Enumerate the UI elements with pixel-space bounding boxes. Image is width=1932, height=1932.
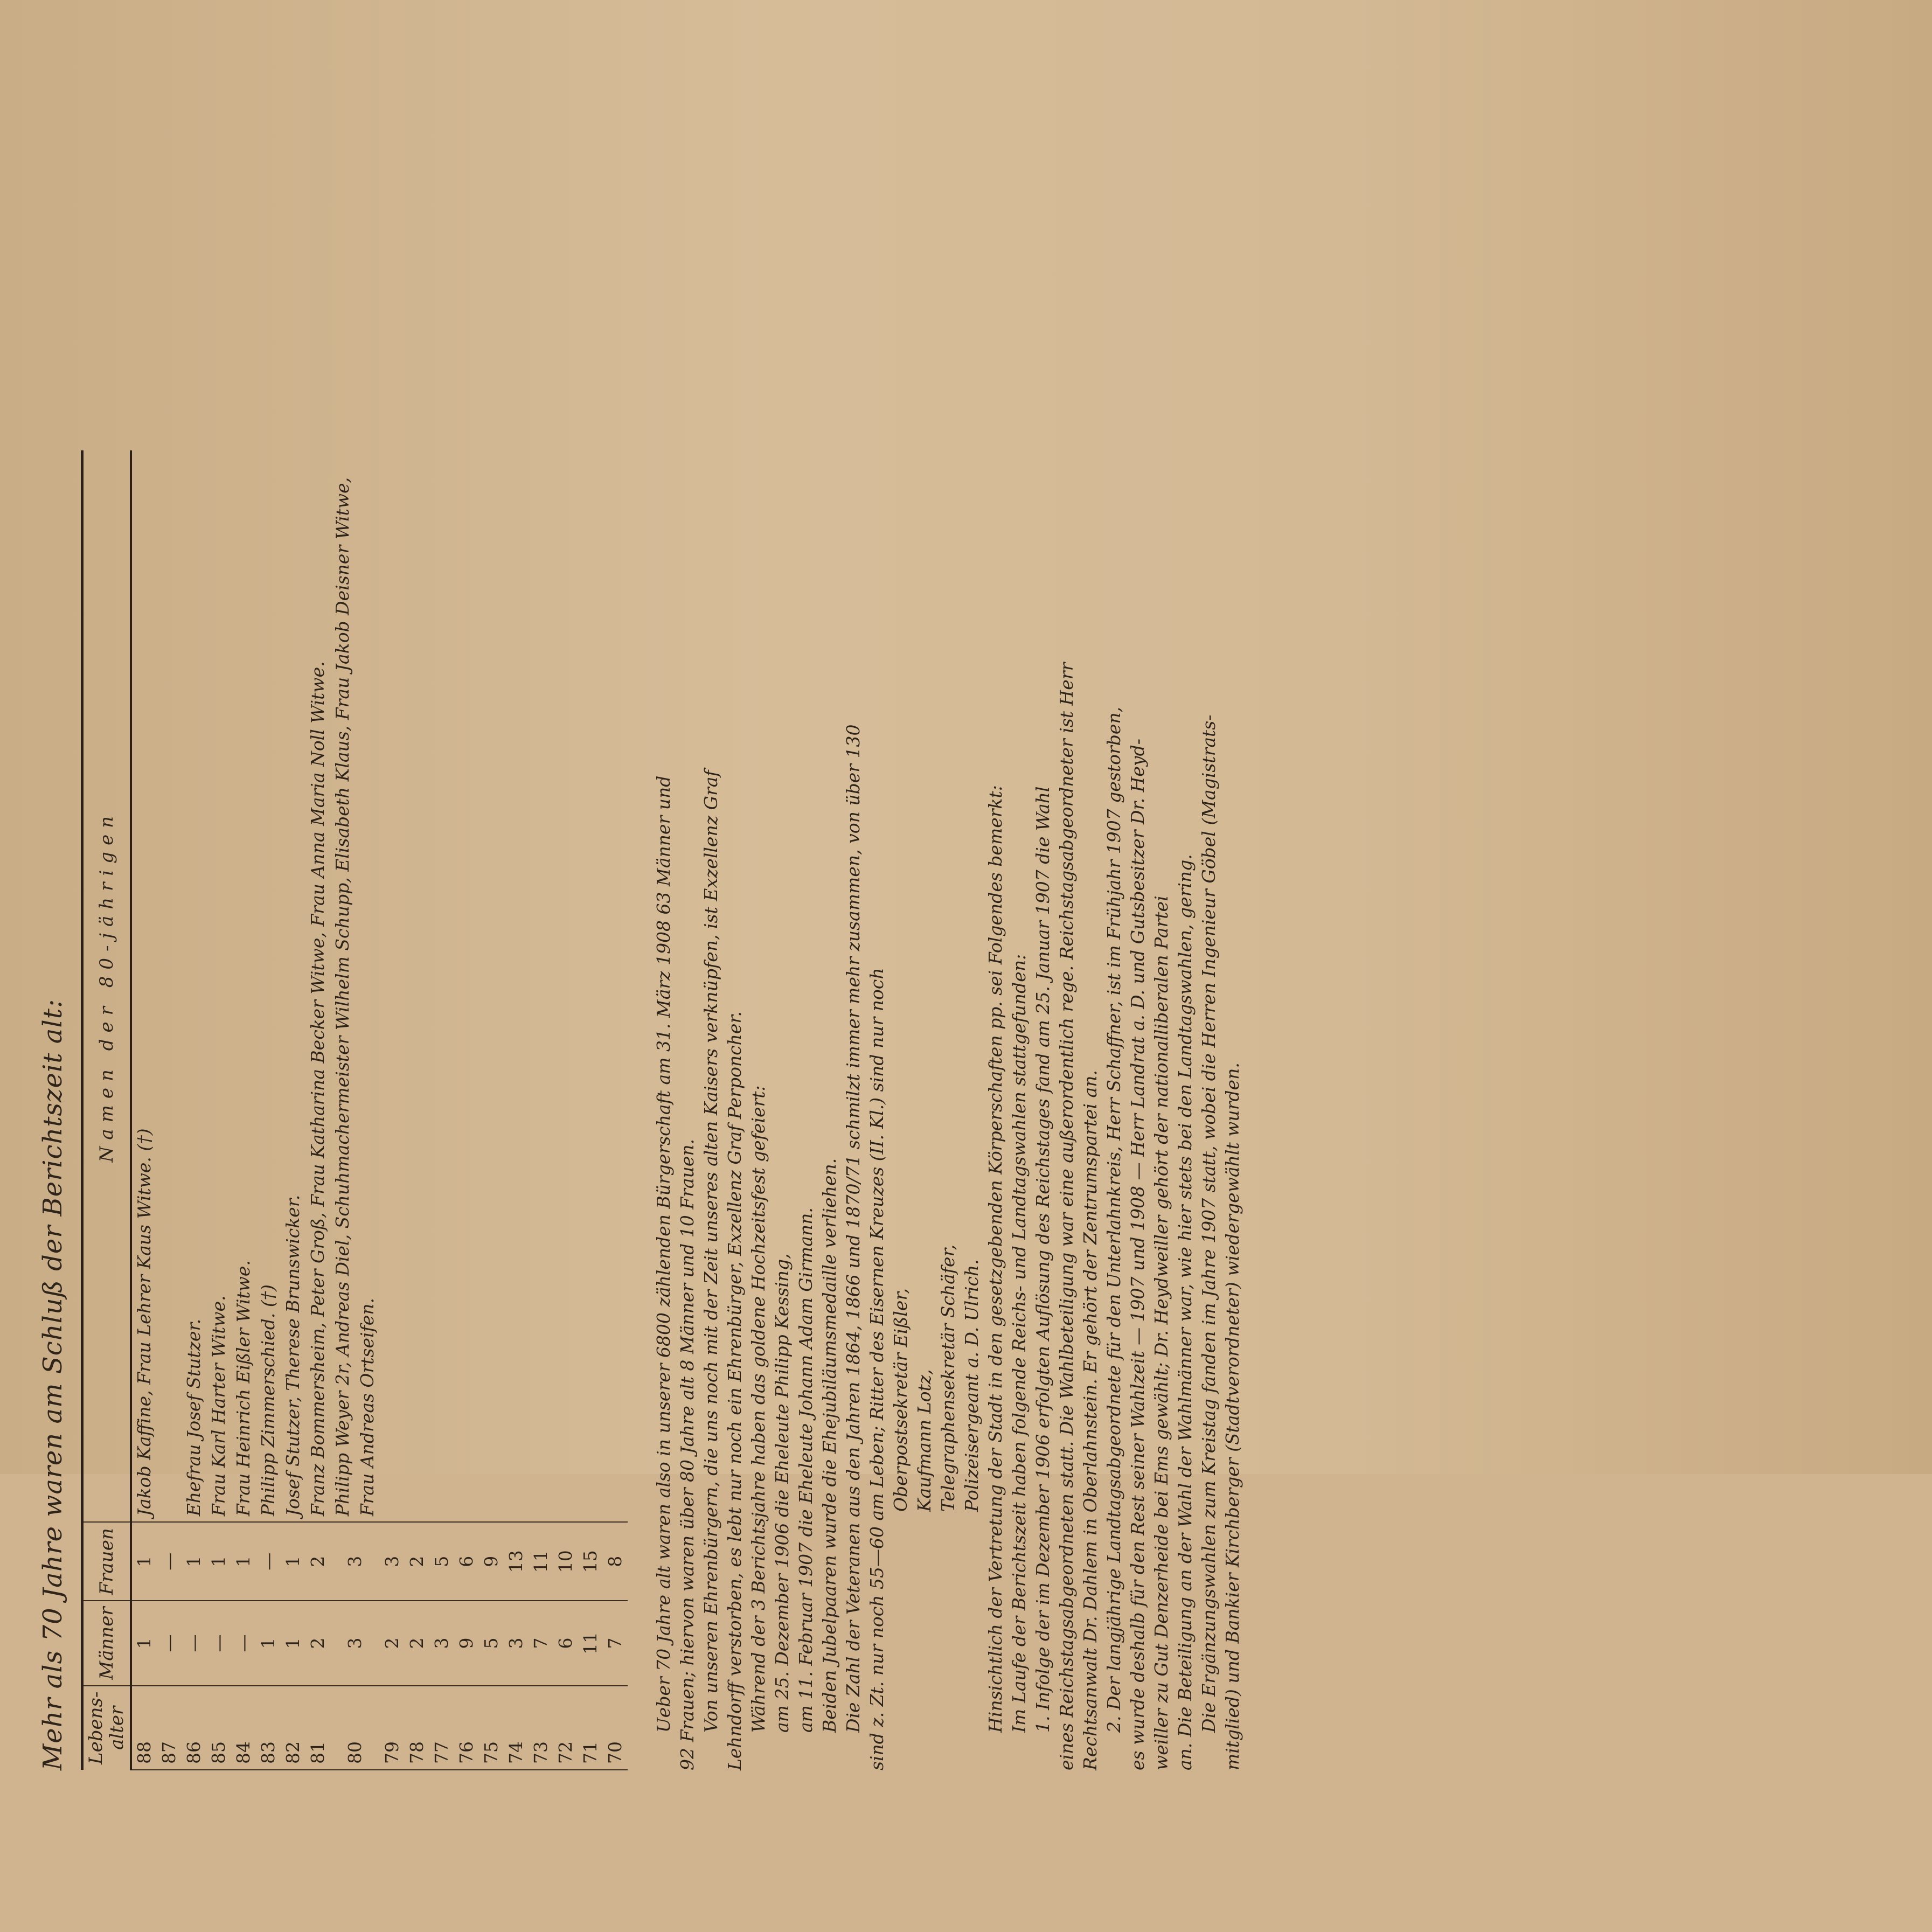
cell-women: 1	[281, 1522, 305, 1601]
cell-men: 6	[553, 1601, 578, 1685]
cell-names: Frau Karl Harter Witwe.	[206, 450, 231, 1522]
text-line: eines Reichstagsabgeordneten statt. Die Wahlbeteiligung war eine außerordentlich rege. Reichstagsabgeordneter ist Herr	[1056, 662, 1077, 1770]
cell-men: 1	[281, 1601, 305, 1685]
cell-names	[603, 450, 628, 1522]
table-row	[330, 450, 380, 1770]
cell-names: Franz Bommersheim, Peter Groß, Frau Katharina Becker Witwe, Frau Anna Maria Noll Witwe.	[305, 450, 330, 1522]
cell-women: 1	[231, 1522, 256, 1601]
elderly-table	[81, 450, 628, 1770]
text-line: Die Zahl der Veteranen aus den Jahren 1864, 1866 und 1870/71 schmilzt immer mehr zusammen, von über 130	[843, 724, 864, 1733]
cell-men: —	[206, 1601, 231, 1685]
col-women: Frauen	[82, 1522, 131, 1601]
text-line: am 11. Februar 1907 die Eheleute Johann Adam Girmann.	[795, 1207, 816, 1733]
cell-age: 70	[603, 1686, 628, 1770]
cell-women: 9	[479, 1522, 504, 1601]
cell-men: 7	[529, 1601, 553, 1685]
text-line: 1. Infolge der im Dezember 1906 erfolgten Auflösung des Reichstages fand am 25. Januar 1907 die Wahl	[1032, 786, 1053, 1733]
text-line: 2. Der langjährige Landtagsabgeordnete für den Unterlahnkreis, Herr Schaffner, ist im Frühjahr 1907 gestorben,	[1103, 706, 1124, 1733]
cell-women: 2	[405, 1522, 429, 1601]
cell-age: 86	[182, 1686, 206, 1770]
table-row	[429, 450, 454, 1770]
cell-men: 2	[405, 1601, 429, 1685]
text-line: mitglied) und Bankier Kirchberger (Stadtverordneter) wiedergewählt wurden.	[1222, 1062, 1243, 1770]
cell-names: Josef Stutzer, Therese Brunswicker.	[281, 450, 305, 1522]
veteran-name: Oberpostsekretär Eißler,	[890, 1288, 911, 1512]
cell-women: 2	[305, 1522, 330, 1601]
table-row	[578, 450, 603, 1770]
cell-names: Philipp Zimmerschied. (†)	[256, 450, 281, 1522]
text-line: sind z. Zt. nur noch 55—60 am Leben; Ritter des Eisernen Kreuzes (II. Kl.) sind nur noch	[866, 968, 887, 1770]
cell-age: 82	[281, 1686, 305, 1770]
veteran-name: Kaufmann Lotz,	[914, 1369, 935, 1512]
cell-age: 75	[479, 1686, 504, 1770]
cell-women: 1	[182, 1522, 206, 1601]
cell-age: 88	[131, 1686, 157, 1770]
cell-age: 71	[578, 1686, 603, 1770]
cell-age: 74	[504, 1686, 529, 1770]
cell-names	[429, 450, 454, 1522]
text-line: Von unseren Ehrenbürgern, die uns noch mit der Zeit unseres alten Kaisers verknüpfen, ist Exzellenz Graf	[700, 770, 721, 1733]
text-block	[652, 450, 1245, 1770]
text-line: Ueber 70 Jahre alt waren also in unserer 6800 zählenden Bürgerschaft am 31. März 1908 63 Männer und	[653, 775, 674, 1733]
text-line: Während der 3 Berichtsjahre haben das goldene Hochzeitsfest gefeiert:	[748, 1085, 769, 1733]
cell-women: 1	[131, 1522, 157, 1601]
table-row	[206, 450, 231, 1770]
cell-women: 5	[429, 1522, 454, 1601]
text-line: Rechtsanwalt Dr. Dahlem in Oberlahnstein. Er gehört der Zentrumspartei an.	[1080, 1070, 1101, 1770]
table-row	[380, 450, 405, 1770]
cell-men: 3	[330, 1601, 380, 1685]
cell-names: Frau Heinrich Eißler Witwe.	[231, 450, 256, 1522]
table-row	[182, 450, 206, 1770]
cell-women: —	[256, 1522, 281, 1601]
veteran-name: Polizeisergeant a. D. Ulrich.	[961, 1259, 982, 1512]
col-names: Namen der 80-jährigen	[82, 450, 131, 1522]
cell-names	[578, 450, 603, 1522]
table-row	[553, 450, 578, 1770]
table-row	[529, 450, 553, 1770]
cell-men: —	[231, 1601, 256, 1685]
cell-women: —	[157, 1522, 182, 1601]
cell-men: 11	[578, 1601, 603, 1685]
cell-women: 8	[603, 1522, 628, 1601]
cell-women: 1	[206, 1522, 231, 1601]
veteran-name: Telegraphensekretär Schäfer,	[937, 1244, 958, 1512]
cell-names	[380, 450, 405, 1522]
cell-women: 15	[578, 1522, 603, 1601]
cell-men: 5	[479, 1601, 504, 1685]
cell-age: 87	[157, 1686, 182, 1770]
cell-age: 85	[206, 1686, 231, 1770]
cell-age: 79	[380, 1686, 405, 1770]
table-row	[281, 450, 305, 1770]
cell-women: 13	[504, 1522, 529, 1601]
table-row	[157, 450, 182, 1770]
text-line: Lehndorff verstorben, es lebt nur noch ein Ehrenbürger, Exzellenz Graf Perponcher.	[724, 1011, 745, 1770]
cell-age: 78	[405, 1686, 429, 1770]
cell-names	[504, 450, 529, 1522]
col-age: Lebens- alter	[82, 1686, 131, 1770]
cell-men: —	[182, 1601, 206, 1685]
cell-men: 3	[504, 1601, 529, 1685]
cell-names	[405, 450, 429, 1522]
cell-names: Jakob Kaffine, Frau Lehrer Kaus Witwe. (†)	[131, 450, 157, 1522]
table-row	[305, 450, 330, 1770]
cell-age: 80	[330, 1686, 380, 1770]
cell-women: 3	[330, 1522, 380, 1601]
cell-names	[529, 450, 553, 1522]
text-line: Beiden Jubelpaaren wurde die Ehejubiläumsmedaille verliehen.	[819, 1158, 840, 1733]
cell-women: 11	[529, 1522, 553, 1601]
cell-men: 9	[454, 1601, 479, 1685]
cell-names	[454, 450, 479, 1522]
cell-names	[553, 450, 578, 1522]
text-line: Hinsichtlich der Vertretung der Stadt in den gesetzgebenden Körperschaften pp. sei Folgendes bemerkt:	[985, 785, 1006, 1733]
cell-men: 3	[429, 1601, 454, 1685]
cell-names	[157, 450, 182, 1522]
cell-age: 81	[305, 1686, 330, 1770]
cell-age: 84	[231, 1686, 256, 1770]
table-row	[131, 450, 157, 1770]
cell-names	[479, 450, 504, 1522]
table-row	[603, 450, 628, 1770]
text-line: Im Laufe der Berichtszeit haben folgende Reichs- und Landtagswahlen stattgefunden:	[1009, 954, 1030, 1733]
cell-age: 76	[454, 1686, 479, 1770]
table-row	[405, 450, 429, 1770]
cell-men: 2	[380, 1601, 405, 1685]
cell-women: 6	[454, 1522, 479, 1601]
table-row	[454, 450, 479, 1770]
table-row	[479, 450, 504, 1770]
table-row	[231, 450, 256, 1770]
cell-age: 77	[429, 1686, 454, 1770]
elderly-heading: Mehr als 70 Jahre waren am Schluß der Berichtszeit alt:	[38, 998, 68, 1770]
text-line: es wurde deshalb für den Rest seiner Wahlzeit — 1907 und 1908 — Herr Landrat a. D. und Gutsbesitzer Dr. Heyd-	[1127, 739, 1148, 1770]
col-men: Männer	[82, 1601, 131, 1685]
cell-women: 10	[553, 1522, 578, 1601]
text-line: weiller zu Gut Denzerheide bei Ems gewählt; Dr. Heydweiller gehört der nationalliberalen Partei	[1151, 895, 1172, 1770]
cell-age: 72	[553, 1686, 578, 1770]
cell-age: 73	[529, 1686, 553, 1770]
text-line: Die Ergänzungswahlen zum Kreistag fanden im Jahre 1907 statt, wobei die Herren Ingenieur Göbel (Magistrats-	[1198, 714, 1219, 1733]
text-line: 92 Frauen; hiervon waren über 80 Jahre alt 8 Männer und 10 Frauen.	[677, 1138, 698, 1770]
cell-men: 1	[256, 1601, 281, 1685]
table-row	[504, 450, 529, 1770]
text-line: am 25. Dezember 1906 die Eheleute Philipp Kessing,	[772, 1253, 793, 1733]
cell-women: 3	[380, 1522, 405, 1601]
cell-age: 83	[256, 1686, 281, 1770]
cell-men: 2	[305, 1601, 330, 1685]
cell-men: 7	[603, 1601, 628, 1685]
cell-names: Philipp Weyer 2r, Andreas Diel, Schuhmachermeister Wilhelm Schupp, Elisabeth Klaus, Frau Jakob Deisner Witwe, Frau Andreas Ortseifen.	[330, 450, 380, 1522]
cell-men: 1	[131, 1601, 157, 1685]
cell-men: —	[157, 1601, 182, 1685]
cell-names: Ehefrau Josef Stutzer.	[182, 450, 206, 1522]
text-line: an. Die Beteiligung an der Wahl der Wahlmänner war, wie hier stets bei den Landtagswahlen, gering.	[1175, 854, 1196, 1770]
table-row	[256, 450, 281, 1770]
page-content	[0, 458, 1474, 1932]
